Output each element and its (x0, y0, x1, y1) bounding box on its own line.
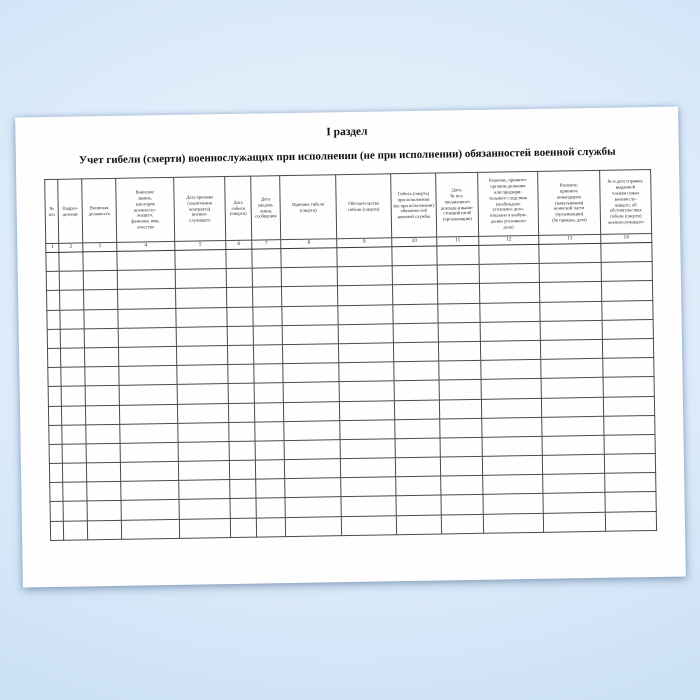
table-cell (338, 304, 393, 324)
table-cell (119, 385, 177, 405)
column-number: 7 (252, 240, 281, 249)
table-cell (439, 380, 481, 400)
table-cell (482, 436, 542, 456)
column-header: Дата призыва (заключения контракта) военно- служащего (174, 177, 226, 242)
table-cell (176, 326, 227, 346)
table-cell (230, 479, 256, 499)
table-cell (285, 516, 341, 536)
table-cell (228, 403, 254, 423)
table-cell (604, 454, 655, 474)
table-cell (539, 263, 601, 283)
table-cell (542, 435, 604, 455)
table-cell (229, 441, 255, 461)
table-cell (541, 358, 603, 378)
death-record-table (44, 169, 657, 541)
table-cell (120, 442, 178, 462)
table-cell (481, 379, 541, 399)
table-cell (255, 421, 284, 441)
table-cell (393, 304, 438, 324)
table-cell (281, 267, 337, 287)
table-cell (86, 424, 120, 444)
table-cell (47, 348, 60, 367)
table-cell (117, 270, 175, 290)
table-cell (392, 284, 437, 304)
table-cell (253, 345, 282, 365)
table-cell (437, 245, 479, 265)
table-cell (480, 340, 540, 360)
table-cell (230, 499, 256, 519)
table-cell (84, 347, 118, 367)
table-cell (177, 384, 228, 404)
column-number: 6 (226, 240, 252, 249)
table-cell (282, 324, 338, 344)
column-header: Гибель (смерть) при исполнении (не при исполнении) обязанностей военной службы (391, 173, 437, 238)
column-number: 8 (281, 239, 337, 249)
table-cell (87, 482, 121, 502)
table-cell (85, 386, 119, 406)
table-cell (179, 499, 230, 519)
column-number: 13 (539, 234, 601, 244)
table-cell (605, 473, 656, 493)
table-cell (117, 250, 175, 270)
table-cell (61, 386, 85, 406)
table-cell (256, 479, 285, 499)
table-cell (86, 462, 120, 482)
table-cell (229, 422, 255, 442)
table-cell (60, 348, 84, 368)
table-cell (437, 265, 479, 285)
table-cell (226, 268, 252, 288)
table-header (45, 170, 652, 253)
table-cell (118, 289, 176, 309)
table-cell (175, 269, 226, 289)
table-cell (602, 319, 653, 339)
table-cell (439, 360, 481, 380)
table-cell (603, 358, 654, 378)
table-cell (254, 402, 283, 422)
table-cell (396, 515, 441, 535)
table-cell (283, 401, 339, 421)
column-number: 12 (479, 235, 539, 245)
column-header: № п/п (45, 179, 59, 243)
table-cell (254, 383, 283, 403)
table-cell (62, 444, 86, 464)
table-cell (230, 518, 256, 538)
table-cell (229, 460, 255, 480)
table-cell (256, 498, 285, 518)
table-cell (339, 362, 394, 382)
table-cell (338, 324, 393, 344)
table-cell (175, 250, 226, 270)
table-cell (120, 461, 178, 481)
table-cell (87, 501, 121, 521)
table-cell (438, 303, 480, 323)
table-cell (282, 344, 338, 364)
table-cell (84, 309, 118, 329)
table-cell (605, 511, 656, 531)
column-header: Причина гибели (смерти) (280, 175, 337, 240)
table-cell (543, 493, 605, 513)
table-cell (63, 501, 87, 521)
table-body (46, 242, 657, 540)
table-cell (605, 492, 656, 512)
table-cell (48, 367, 61, 386)
table-cell (227, 287, 253, 307)
table-cell (440, 437, 482, 457)
table-cell (47, 329, 60, 348)
table-cell (340, 419, 395, 439)
table-cell (252, 249, 281, 269)
table-cell (479, 264, 539, 284)
table-cell (339, 381, 394, 401)
table-cell (479, 244, 539, 264)
column-header: Решение, принятое органом дознания или предвари- тельного следствия (возбуждено уголовное дело, отказано в возбуж- дении уголовного дела) (478, 171, 539, 236)
table-cell (394, 380, 439, 400)
table-cell (283, 382, 339, 402)
table-cell (480, 321, 540, 341)
column-header: Обстоятельства гибели (смерти) (336, 174, 392, 239)
table-cell (227, 345, 253, 365)
table-cell (119, 404, 177, 424)
column-header: Дата, № исх. письменного доклада в выше- стоящий штаб (организацию) (436, 172, 479, 237)
table-cell (604, 434, 655, 454)
table-cell (392, 265, 437, 285)
table-cell (603, 377, 654, 397)
column-header: Решение, принятое командиром (начальником) воинской части (организации) (№ приказа, дата) (538, 170, 601, 235)
header-row (45, 170, 652, 244)
table-cell (341, 477, 396, 497)
column-number: 4 (117, 241, 175, 251)
table-cell (281, 286, 337, 306)
table-cell (60, 329, 84, 349)
table-cell (283, 363, 339, 383)
table-cell (482, 455, 542, 475)
table-cell (601, 262, 652, 282)
table-cell (394, 400, 439, 420)
table-cell (285, 478, 341, 498)
table-cell (46, 272, 59, 291)
table-cell (441, 514, 483, 534)
table-cell (49, 444, 62, 463)
column-header: Воинская должность (82, 178, 117, 243)
table-cell (62, 425, 86, 445)
table-cell (84, 328, 118, 348)
table-title: Учет гибели (смерти) военнослужащих при исполнении (не при исполнении) обязанностей военной службы (78, 145, 616, 167)
table-cell (47, 291, 60, 310)
table-cell (87, 520, 121, 540)
table-cell (50, 521, 63, 540)
table-cell (85, 405, 119, 425)
table-cell (49, 463, 62, 482)
table-cell (59, 271, 83, 291)
table-cell (121, 519, 179, 539)
table-cell (60, 309, 84, 329)
table-cell (63, 482, 87, 502)
table-cell (226, 249, 252, 269)
table-cell (479, 283, 539, 303)
table-cell (340, 439, 395, 459)
table-cell (62, 463, 86, 483)
table-cell (284, 459, 340, 479)
column-header: Дата уведом- ления, сообщения (251, 176, 281, 240)
section-title: I раздел (326, 125, 368, 139)
table-cell (59, 252, 83, 272)
table-cell (83, 271, 117, 291)
table-cell (481, 398, 541, 418)
table-cell (539, 243, 601, 263)
table-cell (396, 476, 441, 496)
table-cell (255, 460, 284, 480)
table-cell (227, 326, 253, 346)
table-cell (118, 308, 176, 328)
table-cell (438, 341, 480, 361)
table-cell (47, 310, 60, 329)
table-cell (63, 521, 87, 541)
table-cell (441, 495, 483, 515)
table-cell (285, 497, 341, 517)
table-cell (120, 423, 178, 443)
table-cell (84, 290, 118, 310)
table-cell (543, 512, 605, 532)
table-cell (483, 513, 543, 533)
table-cell (481, 359, 541, 379)
table-cell (177, 365, 228, 385)
table-cell (49, 425, 62, 444)
table-cell (541, 397, 603, 417)
table-cell (440, 418, 482, 438)
table-cell (396, 495, 441, 515)
table-cell (340, 458, 395, 478)
table-cell (118, 327, 176, 347)
table-cell (439, 399, 481, 419)
table-cell (542, 416, 604, 436)
table-cell (604, 415, 655, 435)
form-page (15, 107, 686, 588)
table-cell (60, 290, 84, 310)
table-cell (86, 443, 120, 463)
table-cell (177, 403, 228, 423)
table-cell (542, 454, 604, 474)
table-cell (121, 500, 179, 520)
table-cell (338, 343, 393, 363)
column-header: Дата гибели (смерти) (225, 176, 252, 240)
table-cell (254, 364, 283, 384)
table-cell (337, 247, 392, 267)
column-number: 9 (337, 238, 392, 248)
table-cell (601, 242, 652, 262)
column-header: № и дата справки, выданной членам семьи военнослу- жащего, об обстоятельствах гибели (смерти) военнослужащего (600, 170, 652, 235)
column-number: 10 (392, 237, 437, 247)
table-cell (480, 302, 540, 322)
column-number: 1 (46, 243, 59, 252)
table-cell (227, 307, 253, 327)
table-cell (85, 366, 119, 386)
table-cell (601, 281, 652, 301)
table-cell (179, 518, 230, 538)
table-cell (121, 481, 179, 501)
table-cell (46, 252, 59, 271)
table-cell (61, 367, 85, 387)
table-cell (50, 502, 63, 521)
table-cell (540, 301, 602, 321)
table-cell (48, 387, 61, 406)
table-cell (228, 383, 254, 403)
table-cell (282, 305, 338, 325)
table-cell (337, 266, 392, 286)
table-cell (61, 405, 85, 425)
table-cell (255, 440, 284, 460)
table-cell (341, 515, 396, 535)
table-cell (541, 378, 603, 398)
table-cell (281, 248, 337, 268)
table-cell (252, 268, 281, 288)
table-cell (543, 474, 605, 494)
table-cell (337, 285, 392, 305)
column-header: Воинское звание, категория военнослу- жащего, фамилия, имя, отчество (116, 177, 175, 242)
table-cell (483, 494, 543, 514)
table-cell (395, 457, 440, 477)
table-cell (228, 364, 254, 384)
table-cell (176, 345, 227, 365)
table-cell (438, 322, 480, 342)
table-cell (119, 366, 177, 386)
table-cell (395, 438, 440, 458)
table-cell (284, 420, 340, 440)
table-cell (483, 475, 543, 495)
column-header: Подраз- деление (58, 179, 83, 243)
table-cell (602, 338, 653, 358)
column-number: 14 (601, 233, 652, 243)
table-cell (540, 339, 602, 359)
table-cell (339, 400, 394, 420)
table-cell (252, 287, 281, 307)
table-cell (256, 517, 285, 537)
table-cell (441, 476, 483, 496)
table-cell (253, 306, 282, 326)
table-cell (341, 496, 396, 516)
table-cell (440, 456, 482, 476)
table-cell (83, 251, 117, 271)
column-number: 11 (437, 236, 479, 246)
table-cell (176, 307, 227, 327)
table-cell (50, 483, 63, 502)
table-cell (118, 346, 176, 366)
table-cell (482, 417, 542, 437)
table-cell (176, 288, 227, 308)
table-cell (253, 325, 282, 345)
table-cell (539, 282, 601, 302)
table-cell (179, 480, 230, 500)
column-number: 2 (59, 243, 83, 252)
table-cell (393, 342, 438, 362)
table-cell (392, 246, 437, 266)
table-cell (394, 361, 439, 381)
table-cell (602, 300, 653, 320)
table-cell (437, 284, 479, 304)
table-cell (395, 419, 440, 439)
table-cell (178, 441, 229, 461)
column-number: 5 (175, 241, 226, 251)
table-cell (284, 440, 340, 460)
table-cell (393, 323, 438, 343)
table-cell (48, 406, 61, 425)
column-number: 3 (83, 242, 117, 252)
table-cell (603, 396, 654, 416)
table-cell (178, 422, 229, 442)
table-cell (540, 320, 602, 340)
table-cell (178, 461, 229, 481)
